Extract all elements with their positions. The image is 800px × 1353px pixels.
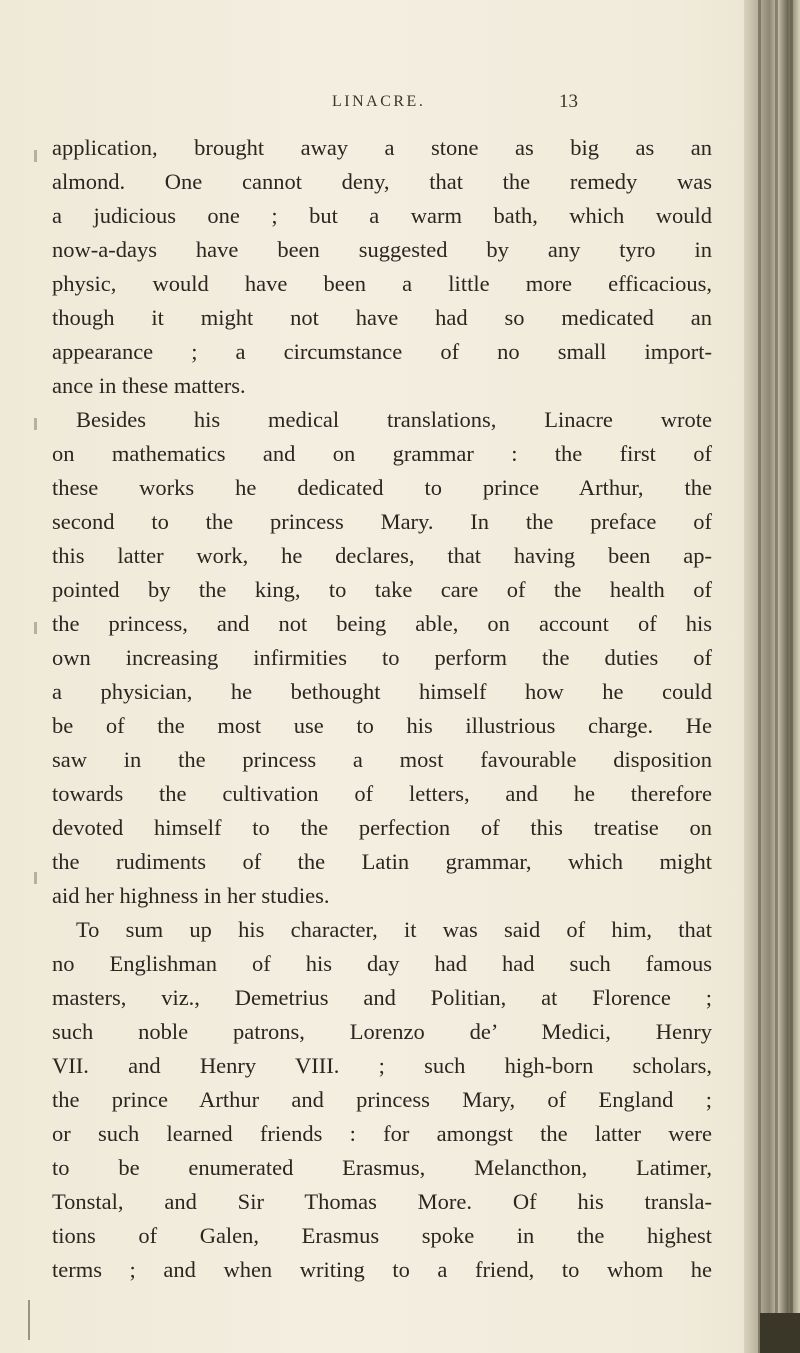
text-line: these works he dedicated to prince Arthur, the	[52, 475, 712, 500]
text-line: tions of Galen, Erasmus spoke in the highest	[52, 1223, 712, 1248]
text-line: a physician, he bethought himself how he could	[52, 679, 712, 704]
text-line: no Englishman of his day had had such famous	[52, 951, 712, 976]
running-head	[248, 93, 578, 117]
text-line: saw in the princess a most favourable disposition	[52, 747, 712, 772]
text-line: the rudiments of the Latin grammar, which might	[52, 849, 712, 874]
text-line: appearance ; a circumstance of no small import-	[52, 339, 712, 364]
text-line: be of the most use to his illustrious charge. He	[52, 713, 712, 738]
text-line: this latter work, he declares, that having been ap-	[52, 543, 712, 568]
text-line: on mathematics and on grammar : the first of	[52, 441, 712, 466]
text-line: devoted himself to the perfection of this treatise on	[52, 815, 712, 840]
text-line: or such learned friends : for amongst the latter were	[52, 1121, 712, 1146]
text-line: terms ; and when writing to a friend, to whom he	[52, 1257, 712, 1282]
body-text	[52, 131, 772, 1287]
margin-mark	[34, 622, 37, 634]
text-line: a judicious one ; but a warm bath, which would	[52, 203, 712, 228]
text-line: now-a-days have been suggested by any tyro in	[52, 237, 712, 262]
text-line: pointed by the king, to take care of the health of	[52, 577, 712, 602]
margin-mark	[34, 418, 37, 430]
text-line: towards the cultivation of letters, and he therefore	[52, 781, 712, 806]
text-line: To sum up his character, it was said of him, that	[76, 917, 712, 942]
binding-streak	[758, 0, 761, 1353]
text-line: to be enumerated Erasmus, Melancthon, Latimer,	[52, 1155, 712, 1180]
page-number: 13	[559, 91, 578, 112]
binding-streak	[775, 0, 778, 1353]
text-line: ance in these matters.	[52, 373, 246, 398]
text-line: Besides his medical translations, Linacre wrote	[76, 407, 712, 432]
text-line: aid her highness in her studies.	[52, 883, 330, 908]
text-line: second to the princess Mary. In the preface of	[52, 509, 712, 534]
text-line: though it might not have had so medicated an	[52, 305, 712, 330]
binding-streak	[790, 0, 793, 1353]
text-line: Tonstal, and Sir Thomas More. Of his transla-	[52, 1189, 712, 1214]
text-line: almond. One cannot deny, that the remedy was	[52, 169, 712, 194]
text-line: VII. and Henry VIII. ; such high-born scholars,	[52, 1053, 712, 1078]
text-line: the prince Arthur and princess Mary, of England ;	[52, 1087, 712, 1112]
book-binding-edge	[744, 0, 800, 1353]
text-line: the princess, and not being able, on account of his	[52, 611, 712, 636]
text-line: physic, would have been a little more efficacious,	[52, 271, 712, 296]
margin-mark	[34, 872, 37, 884]
text-line: such noble patrons, Lorenzo de’ Medici, Henry	[52, 1019, 712, 1044]
running-title: LINACRE.	[332, 93, 426, 110]
margin-mark	[34, 150, 37, 162]
text-line: own increasing infirmities to perform the duties of	[52, 645, 712, 670]
margin-mark	[28, 1300, 30, 1340]
text-line: application, brought away a stone as big as an	[52, 135, 712, 160]
binding-corner	[760, 1313, 800, 1353]
text-line: masters, viz., Demetrius and Politian, at Florence ;	[52, 985, 712, 1010]
